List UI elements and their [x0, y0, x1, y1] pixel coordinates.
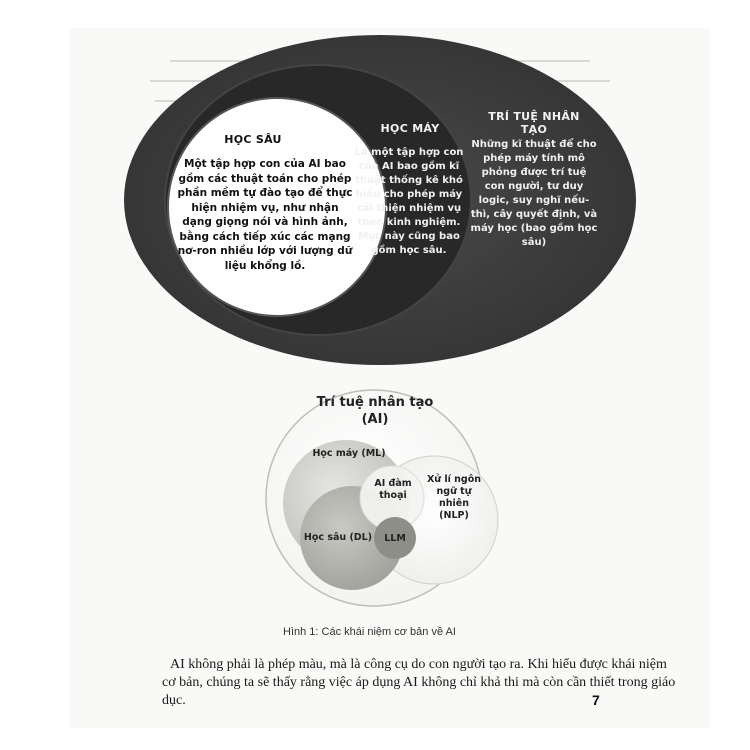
body-paragraph: AI không phải là phép màu, mà là công cụ do con người tạo ra. Khi hiểu được khái niệm cơ bản, chúng ta sẽ thấy rằng việc áp dụng AI không chỉ khả thi mà còn cần thiết trong giáo dục.: [162, 657, 676, 708]
venn-chat-ai-label: AI đàm thoại: [374, 478, 412, 501]
page-number: 7: [592, 692, 600, 708]
artificial-intelligence-title: TRÍ TUỆ NHÂN TẠO: [488, 110, 580, 136]
deep-learning-title: HỌC SÂU: [224, 133, 282, 146]
venn-dl-label: Học sâu (DL): [303, 532, 373, 543]
venn-nlp-label: Xử lí ngôn ngữ tự nhiên (NLP): [426, 474, 482, 521]
venn-llm-label: LLM: [384, 533, 406, 544]
deep-learning-description: Một tập hợp con của AI bao gồm các thuật toán cho phép phần mềm tự đào tạo để thực hiện nhiệm vụ, như nhận dạng giọng nói và hình ảnh, bằng cách tiếp xúc các mạng nơ-ron nhiều lớp với lượng dữ liệu khổng lồ.: [177, 158, 353, 272]
artificial-intelligence-description: Những kĩ thuật để cho phép máy tính mô phỏng được trí tuệ con người, tư duy logic, suy nghĩ nếu-thì, cây quyết định, và máy học (bao gồm học sâu): [470, 139, 598, 248]
venn-title: Trí tuệ nhân tạo (AI): [316, 395, 434, 427]
figure-caption: Hình 1: Các khái niệm cơ bản về AI: [283, 626, 456, 638]
venn-ml-label: Học máy (ML): [312, 448, 386, 459]
machine-learning-description: Là một tập hợp con của AI bao gồm kĩ thuật thống kê khó hiểu cho phép máy cải thiện nhiệm vụ theo kinh nghiệm. Mục này cũng bao gồm học sâu.: [354, 147, 464, 256]
machine-learning-title: HỌC MÁY: [380, 122, 440, 135]
